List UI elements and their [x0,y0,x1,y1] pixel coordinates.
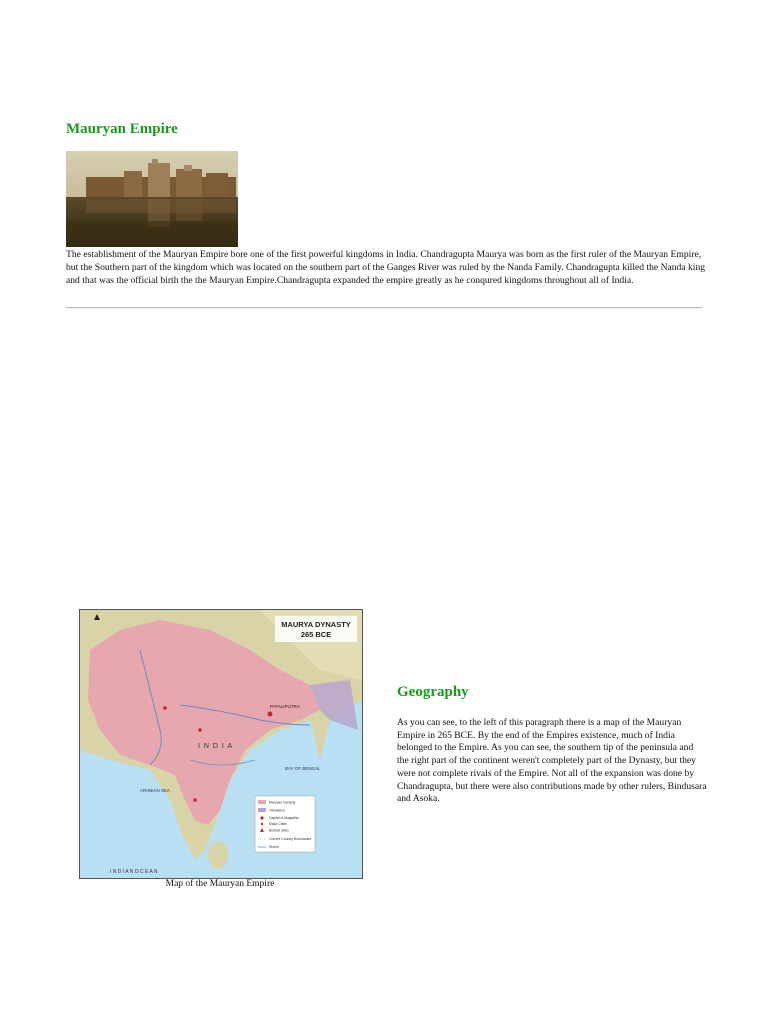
map-label-india: I N D I A [198,743,234,750]
maurya-dynasty-map [79,609,363,879]
legend-major-cities: Major Cities [269,822,287,826]
legend-mauryan-dynasty: Mauryan Dynasty [269,800,296,805]
map-label-bay-of-bengal: BAY OF BENGAL [285,766,321,771]
map-label-pataliputra: PATALIPUTRA [270,704,300,709]
fort-photo [66,151,238,247]
map-caption: Map of the Mauryan Empire [165,879,275,889]
map-title-line1: MAURYA DYNASTY [281,620,351,629]
legend-tributaries: Tributaries [269,808,285,813]
map-label-arabian-sea: ARABIAN SEA [140,788,171,793]
map-title-line2: 265 BCE [300,630,332,639]
section-title-mauryan-empire: Mauryan Empire [66,121,178,137]
legend-rivers: Rivers [269,845,279,849]
legend-capital: Capital of Magadha [269,816,299,820]
legend-budhist-sites: Budhist Sites [269,828,289,833]
geography-paragraph: As you can see, to the left of this paragraph there is a map of the Mauryan Empire in 265 BCE. By the end of the Empires existence, much of India belonged to the Empire. As you can see, the southern tip of the peninsula and the right part of the continent weren't completely part of the Dynasty, but they were not complete rivals of the Empire. Not all of the expansion was done by Chandragupta, but there were also contributions made by other rulers, Bindusara and Asoka. [397,717,707,805]
section-title-geography: Geography [397,684,469,700]
mauryan-empire-paragraph: The establishment of the Mauryan Empire bore one of the first powerful kingdoms in India. Chandragupta Maurya was born as the first ruler of the Mauryan Empire, but the Southern part of the kingdom which was located on the southern part of the Ganges River was ruled by the Nanda Family. Chandragupta killed the Nanda king and that was the official birth the the Mauryan Empire.Chandragupta expanded the empire greatly as he conqured kingdoms throughout all of India. [66,249,706,286]
map-legend [255,796,315,852]
map-label-indian-ocean: I N D I A N O C E A N [110,869,158,875]
horizontal-divider [66,307,702,309]
legend-boundaries: Current Country Boundaries [269,837,312,841]
